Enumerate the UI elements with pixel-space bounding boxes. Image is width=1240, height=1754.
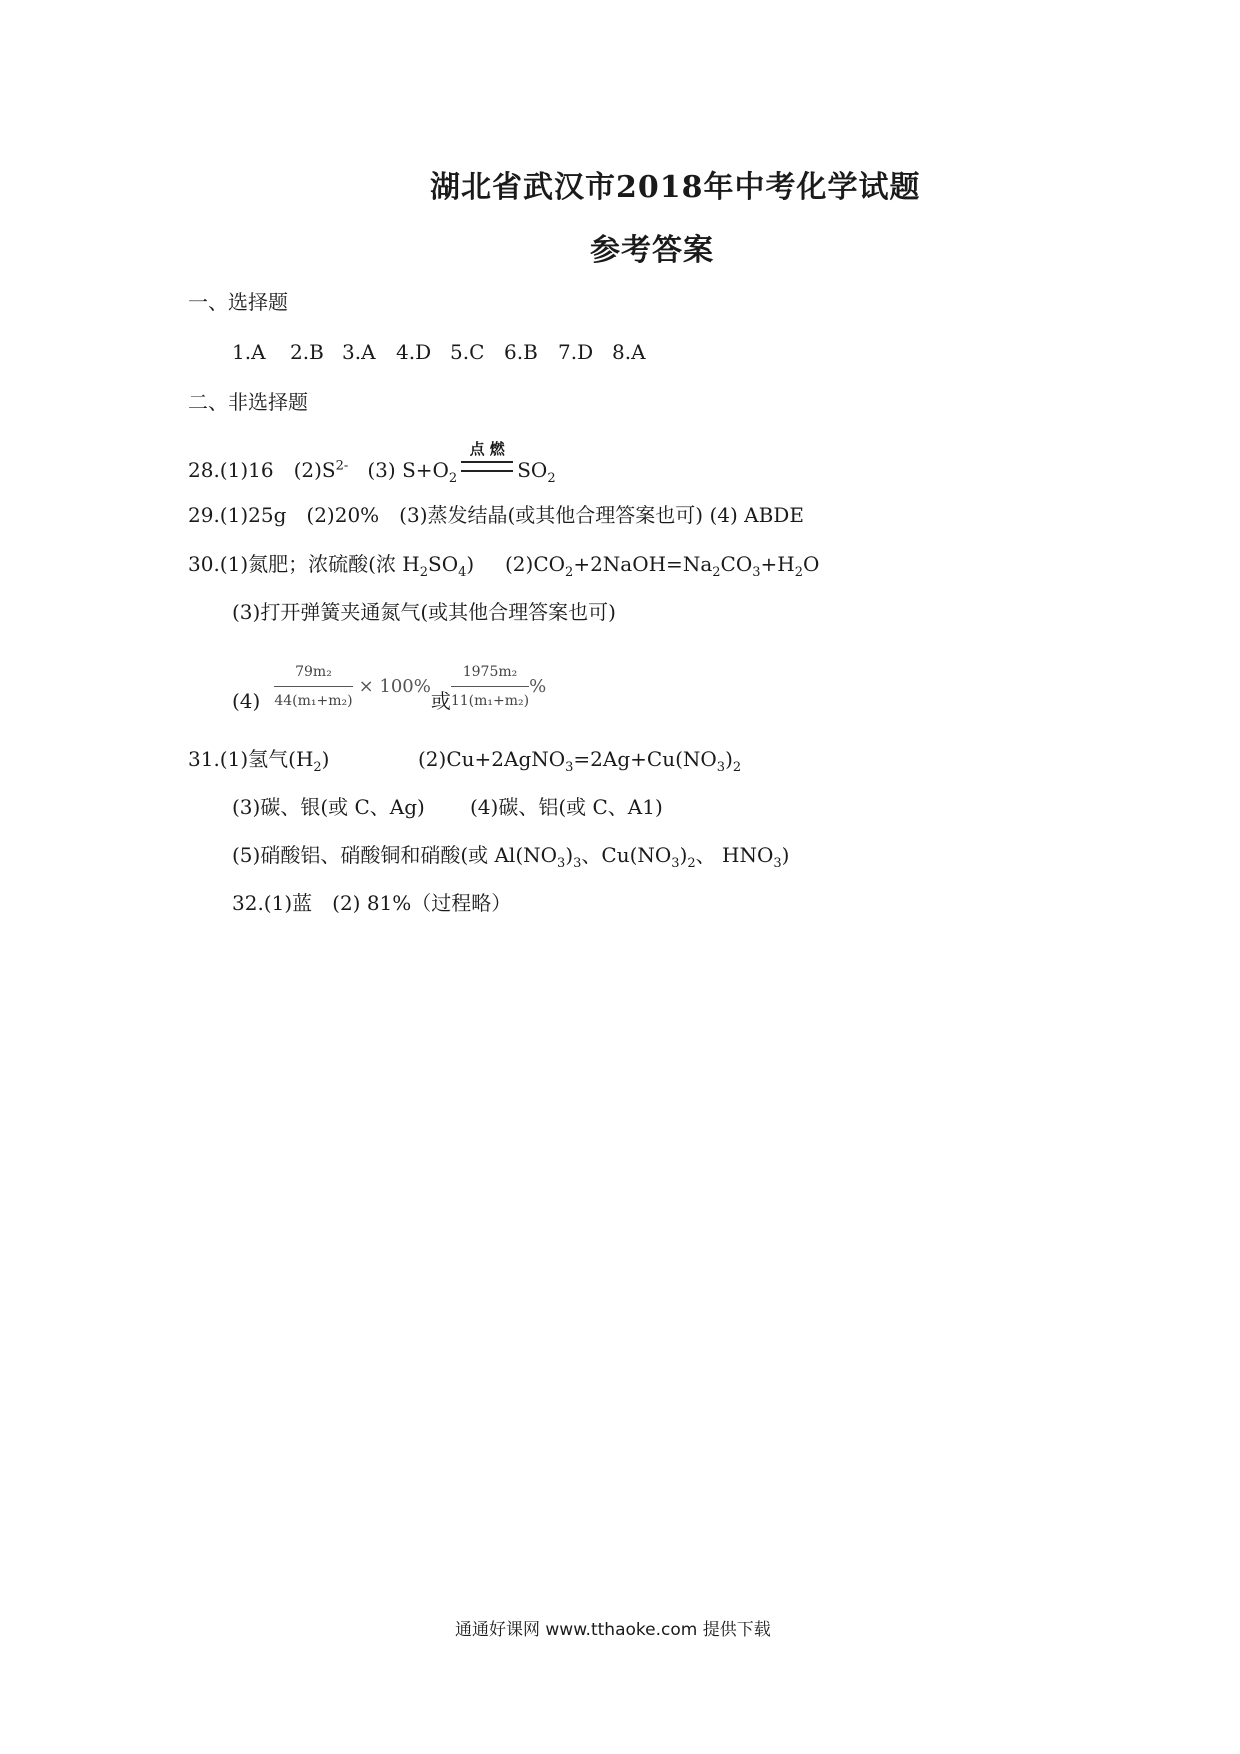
fraction-formula-2: $\frac{\text{1975m₂}}{\text{11(m₁+m₂)}}$ bbox=[451, 660, 529, 713]
choice-answer: 1.A bbox=[232, 340, 266, 364]
choice-answer: 6.B bbox=[504, 340, 538, 364]
choice-answer: 5.C bbox=[450, 340, 485, 364]
fraction-formula-1: $\frac{\text{79m₂}}{\text{44(m₁+m₂)}}$ bbox=[274, 660, 352, 713]
double-line-icon bbox=[461, 461, 513, 472]
answer-q30-line3: (3)打开弹簧夹通氮气(或其他合理答案也可) bbox=[232, 600, 616, 624]
answer-q32: 32.(1)蓝 (2) 81%（过程略） bbox=[232, 891, 512, 915]
section-heading-nonchoice: 二、非选择题 bbox=[188, 390, 308, 414]
answer-q31-part4: (4)碳、铝(或 C、A1) bbox=[470, 795, 663, 819]
footer-source-text: 通通好课网 www.tthaoke.com 提供下载 bbox=[455, 1620, 771, 1640]
answer-q31-line1: 31.(1)氢气$(H_2)$ bbox=[188, 747, 330, 775]
page-subtitle: 参考答案 bbox=[590, 233, 714, 268]
choice-answer: 7.D bbox=[558, 340, 594, 364]
answer-q30-line1: 30.(1)氮肥；浓硫酸(浓 $H_2SO_4$) bbox=[188, 552, 475, 580]
answer-q30-line4: (4) $\frac{\text{79m₂}}{\text{44(m₁+m₂)}}$ × 100% 或 $\frac{\text{1975m₂}}{\text{11(m₁+m₂)}}$ % bbox=[232, 660, 546, 713]
choice-answer: 3.A bbox=[342, 340, 376, 364]
answer-q29: 29.(1)25g (2)20% (3)蒸发结晶(或其他合理答案也可) (4) ABDE bbox=[188, 503, 804, 527]
answer-q31-part5: (5)硝酸铝、硝酸铜和硝酸(或 $Al(NO_3)_3$、$Cu(NO_3)_2$、 $HNO_3$) bbox=[232, 843, 790, 871]
answer-q28: 28.(1)16 $(2)S^{2-}$ (3) $S+O_2$ 点 燃 $SO_2$ bbox=[188, 455, 556, 482]
reaction-condition-label: 点 燃 bbox=[469, 440, 505, 458]
choice-answers bbox=[232, 340, 666, 364]
answer-q30-equation: $(2)CO_2+2NaOH=Na_2CO_3+H_2O$ bbox=[505, 552, 820, 580]
page-title: 湖北省武汉市2018年中考化学试题 bbox=[430, 170, 921, 205]
answer-q31-part3: (3)碳、银(或 C、Ag) bbox=[232, 795, 425, 819]
q28-part1: 28.(1)16 (2)S bbox=[188, 458, 336, 482]
choice-answer: 8.A bbox=[612, 340, 646, 364]
section-heading-choice: 一、选择题 bbox=[188, 290, 288, 314]
choice-answer: 4.D bbox=[396, 340, 432, 364]
reaction-condition-arrow bbox=[461, 440, 513, 477]
answer-q31-equation: $(2)Cu+2AgNO_3=2Ag+Cu(NO_3)_2$ bbox=[418, 747, 742, 775]
choice-answer: 2.B bbox=[290, 340, 324, 364]
